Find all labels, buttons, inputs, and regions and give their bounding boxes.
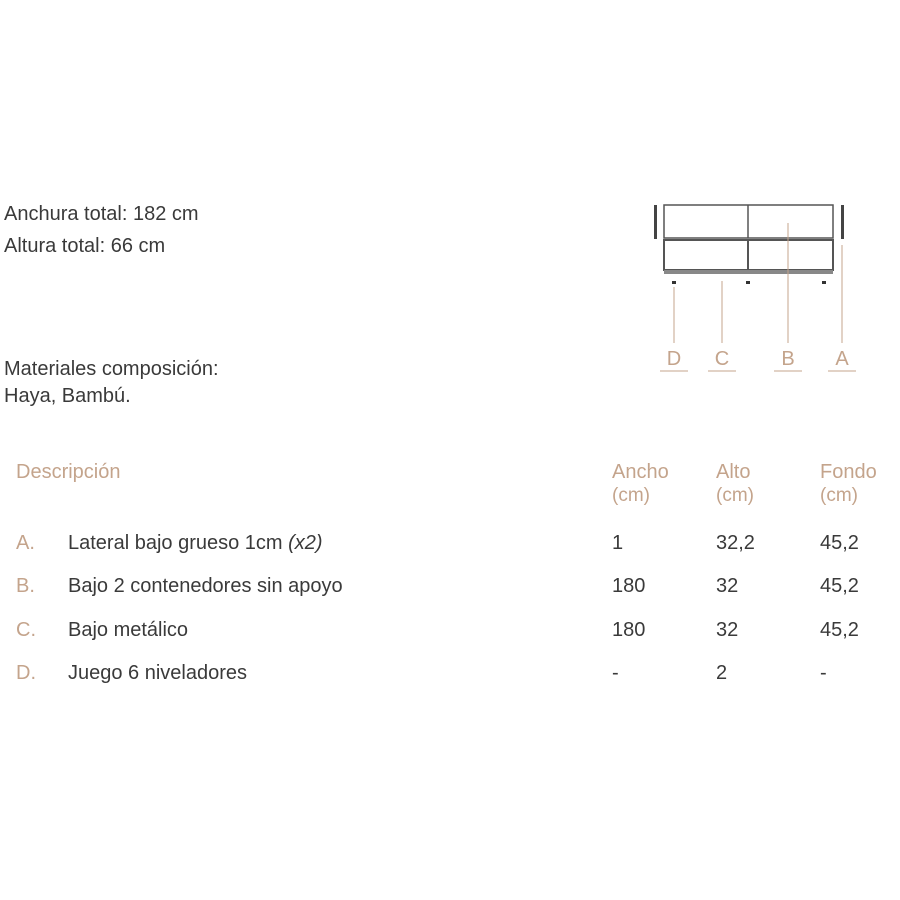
diagram-label-c: C <box>714 348 730 370</box>
row-description: Bajo 2 contenedores sin apoyo <box>68 575 343 597</box>
table-row <box>0 658 900 688</box>
row-description: Bajo metálico <box>68 619 189 641</box>
row-letter: C. <box>16 619 36 641</box>
header-description: Descripción <box>16 461 121 483</box>
row-alto: 32 <box>716 619 739 641</box>
row-description-text: Lateral bajo grueso 1cm <box>68 532 289 554</box>
row-fondo: 45,2 <box>820 619 859 641</box>
diagram-label-d: D <box>666 348 682 370</box>
materials-heading: Materiales composición: <box>4 358 219 380</box>
row-alto: 32 <box>716 575 739 597</box>
row-description <box>68 528 323 558</box>
header-alto <box>716 460 754 508</box>
row-ancho: 180 <box>612 575 646 597</box>
row-description: Juego 6 niveladores <box>68 662 248 684</box>
row-letter: A. <box>16 532 35 554</box>
row-description-suffix: (x2) <box>288 532 323 554</box>
leveler-right <box>822 281 826 284</box>
table-row <box>0 615 900 645</box>
leveler-middle <box>746 281 750 284</box>
furniture-diagram-svg <box>640 195 870 385</box>
table-row <box>0 528 900 558</box>
header-alto-label: Alto <box>716 461 751 483</box>
diagram-label-a: A <box>835 348 849 370</box>
row-ancho: - <box>612 662 619 684</box>
left-side-panel <box>654 205 657 239</box>
row-alto: 32,2 <box>716 532 755 554</box>
leveler-left <box>672 281 676 284</box>
row-ancho: 180 <box>612 619 646 641</box>
header-ancho <box>612 460 669 508</box>
materials-value: Haya, Bambú. <box>4 385 131 407</box>
row-fondo: 45,2 <box>820 532 859 554</box>
row-fondo: - <box>820 662 827 684</box>
right-side-panel <box>841 205 844 239</box>
row-alto: 2 <box>716 662 728 684</box>
header-ancho-unit: (cm) <box>612 485 650 506</box>
header-fondo <box>820 460 877 508</box>
header-fondo-unit: (cm) <box>820 485 858 506</box>
header-alto-unit: (cm) <box>716 485 754 506</box>
total-height: Altura total: 66 cm <box>4 235 166 257</box>
row-ancho: 1 <box>612 532 624 554</box>
diagram-label-b: B <box>781 348 795 370</box>
header-ancho-label: Ancho <box>612 461 669 483</box>
metal-base <box>664 270 833 274</box>
total-width: Anchura total: 182 cm <box>4 203 199 225</box>
furniture-diagram <box>640 195 870 385</box>
row-letter: D. <box>16 662 36 684</box>
row-fondo: 45,2 <box>820 575 859 597</box>
header-fondo-label: Fondo <box>820 461 877 483</box>
row-letter: B. <box>16 575 35 597</box>
table-row <box>0 571 900 601</box>
